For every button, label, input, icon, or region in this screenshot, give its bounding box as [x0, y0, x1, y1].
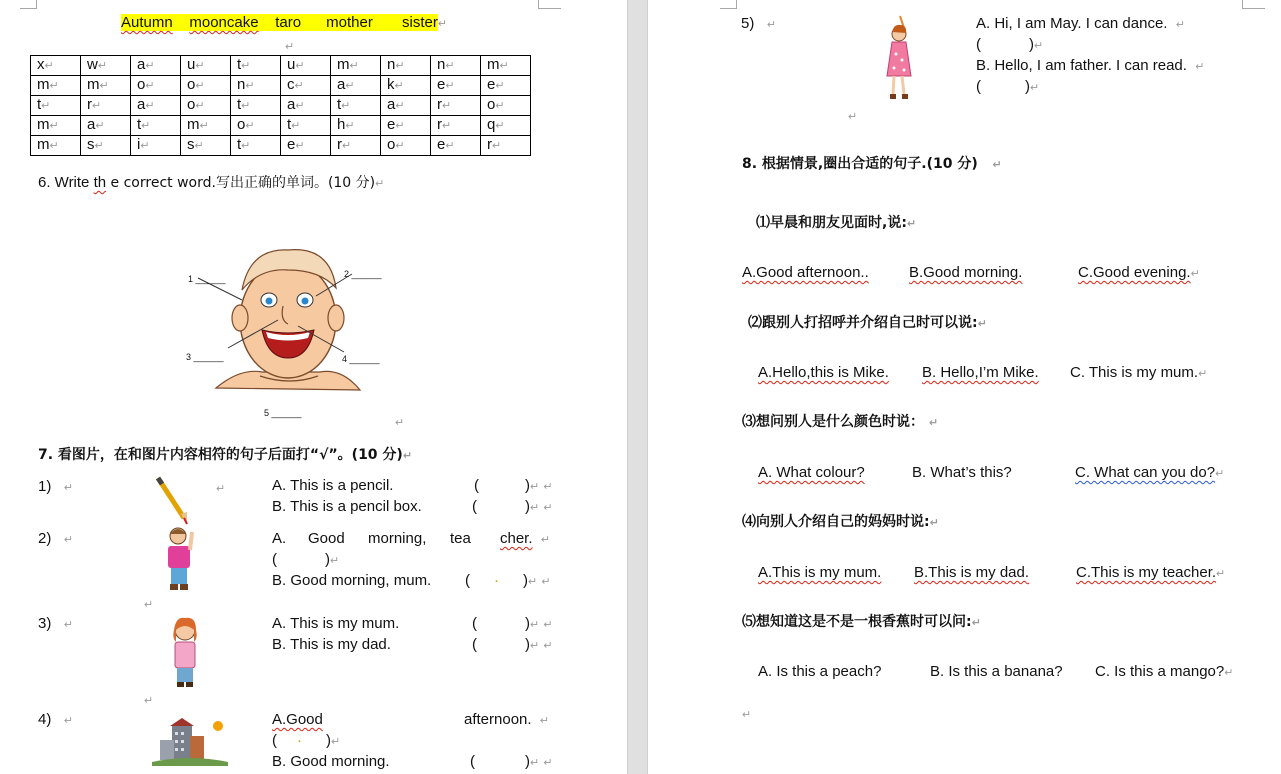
grid-cell: r↵ — [331, 136, 381, 156]
paragraph-mark: ↵ — [144, 599, 154, 611]
word-bank-word: taro — [275, 14, 302, 31]
grid-cell: e↵ — [281, 136, 331, 156]
grid-cell: a↵ — [131, 96, 181, 116]
q8-option[interactable]: A.Hello,this is Mike. — [758, 364, 889, 381]
q7-option-a: A. This is a pencil. — [272, 477, 394, 494]
grid-cell: n↵ — [381, 56, 431, 76]
q8-prompt: ⑷向别人介绍自己的妈妈时说:↵ — [742, 514, 939, 530]
grid-cell: t↵ — [231, 56, 281, 76]
grid-cell: w↵ — [81, 56, 131, 76]
q8-option[interactable]: A.Good afternoon.. — [742, 264, 869, 281]
grid-cell: o↵ — [131, 76, 181, 96]
page-corner-mark — [720, 0, 737, 9]
answer-bracket[interactable]: ( )↵ — [272, 551, 340, 568]
grid-cell: r↵ — [81, 96, 131, 116]
grid-cell: r↵ — [431, 116, 481, 136]
paragraph-mark: ↵ — [216, 483, 226, 495]
q8-title: 8. 根据情景,圈出合适的句子.(10 分) ↵ — [742, 156, 1002, 172]
grid-cell: o↵ — [381, 136, 431, 156]
grid-cell: h↵ — [331, 116, 381, 136]
page-gap — [627, 0, 648, 774]
grid-cell: e↵ — [431, 76, 481, 96]
q8-option[interactable]: B.Good morning. — [909, 264, 1023, 281]
answer-bracket[interactable]: ( )↵ ↵ — [472, 498, 553, 515]
q7-item-number: 3) ↵ — [38, 615, 74, 632]
grid-cell: u↵ — [281, 56, 331, 76]
q8-prompt: ⑶想问别人是什么颜色时说： ↵ — [742, 414, 939, 430]
grid-cell: t↵ — [331, 96, 381, 116]
q8-option[interactable]: C.Good evening.↵ — [1078, 264, 1200, 281]
q8-option[interactable]: B. What’s this? — [912, 464, 1012, 481]
q6-title: 6. Write th e correct word.写出正确的单词。(10 分)↵ — [38, 174, 385, 191]
grid-cell: s↵ — [81, 136, 131, 156]
word-search-grid — [30, 55, 531, 156]
q5-option-b: B. Hello, I am father. I can read. ↵ — [976, 57, 1205, 74]
q7-option-a: A.Good — [272, 711, 323, 728]
q7-item-number: 1) ↵ — [38, 478, 74, 495]
paragraph-mark: ↵ — [395, 417, 405, 429]
grid-cell: m↵ — [81, 76, 131, 96]
word-bank-word: Autumn — [121, 14, 173, 31]
answer-bracket[interactable]: ( )↵ ↵ — [474, 477, 553, 494]
grid-cell: m↵ — [31, 136, 81, 156]
q8-option[interactable]: A.This is my mum. — [758, 564, 882, 581]
paragraph-mark: ↵ — [285, 41, 295, 53]
q8-prompt: ⑴早晨和朋友见面时,说:↵ — [756, 215, 917, 231]
grid-cell: n↵ — [431, 56, 481, 76]
mum-image — [168, 616, 202, 688]
grid-cell: o↵ — [481, 96, 531, 116]
face-label: 5 ______ — [264, 408, 302, 418]
q8-option[interactable]: C. This is my mum.↵ — [1070, 364, 1208, 381]
grid-row — [31, 136, 531, 156]
grid-cell: e↵ — [381, 116, 431, 136]
grid-cell: m↵ — [481, 56, 531, 76]
q8-option[interactable]: B.This is my dad. — [914, 564, 1030, 581]
face-label: 2 ______ — [344, 269, 382, 279]
word-bank-line: Autumn mooncake taro mother sister↵ — [121, 14, 448, 31]
q7-option-b: B. This is my dad. — [272, 636, 391, 653]
answer-bracket[interactable]: ( )↵ ↵ — [472, 636, 553, 653]
grid-cell: t↵ — [31, 96, 81, 116]
grid-cell: m↵ — [331, 56, 381, 76]
q8-option[interactable]: C. What can you do?↵ — [1075, 464, 1225, 481]
grid-cell: e↵ — [481, 76, 531, 96]
face-label: 3 ______ — [186, 352, 224, 362]
answer-bracket[interactable]: ( )↵ ↵ — [472, 615, 553, 632]
q5-option-a: A. Hi, I am May. I can dance. ↵ — [976, 15, 1186, 32]
grid-cell: i↵ — [131, 136, 181, 156]
grid-cell: k↵ — [381, 76, 431, 96]
face-label: 1 ______ — [188, 274, 226, 284]
answer-bracket[interactable]: ( )↵ — [976, 36, 1044, 53]
grid-cell: a↵ — [281, 96, 331, 116]
grid-cell: n↵ — [231, 76, 281, 96]
grid-cell: o↵ — [181, 96, 231, 116]
paragraph-mark: ↵ — [742, 709, 752, 721]
building-sun-image — [150, 716, 230, 766]
answer-bracket[interactable]: ( · )↵ ↵ — [465, 572, 551, 589]
grid-cell: c↵ — [281, 76, 331, 96]
q8-option[interactable]: B. Hello,I’m Mike. — [922, 364, 1039, 381]
grid-cell: t↵ — [281, 116, 331, 136]
q7-option-b: B. This is a pencil box. — [272, 498, 422, 515]
word-bank-word: mother — [326, 14, 373, 31]
grid-cell: o↵ — [231, 116, 281, 136]
grid-cell: m↵ — [31, 76, 81, 96]
grid-row — [31, 76, 531, 96]
q8-prompt: ⑵跟别人打招呼并介绍自己时可以说:↵ — [748, 315, 987, 331]
q7-option-a: A. — [272, 530, 287, 547]
grid-cell: t↵ — [131, 116, 181, 136]
grid-cell: a↵ — [381, 96, 431, 116]
grid-cell: a↵ — [331, 76, 381, 96]
paragraph-mark: ↵ — [848, 111, 858, 123]
teacher-woman-image — [162, 524, 198, 592]
answer-bracket[interactable]: ( )↵ ↵ — [470, 753, 553, 770]
paragraph-mark: ↵ — [144, 695, 154, 707]
grid-cell: a↵ — [81, 116, 131, 136]
q7-title: 7. 看图片，在和图片内容相符的句子后面打“√”。(10 分)↵ — [38, 447, 413, 463]
answer-bracket[interactable]: ( )↵ — [976, 78, 1040, 95]
grid-row — [31, 56, 531, 76]
q7-option-b: B. Good morning, mum. — [272, 572, 432, 589]
q8-option[interactable]: A. Is this a peach? — [758, 663, 882, 680]
q8-option[interactable]: C.This is my teacher.↵ — [1076, 564, 1226, 581]
word-bank-highlight — [121, 14, 438, 31]
page-corner-mark — [1242, 0, 1265, 9]
q8-option[interactable]: C. Is this a mango?↵ — [1095, 663, 1234, 680]
grid-row — [31, 116, 531, 136]
grid-cell: a↵ — [131, 56, 181, 76]
grid-row — [31, 96, 531, 116]
grid-cell: r↵ — [431, 96, 481, 116]
document-page-left: Autumn mooncake taro mother sister↵ ↵ x↵ w↵ a↵ u↵ t↵ u↵ m↵ n↵ n↵ m↵ m↵ m↵ o↵ o↵ n↵ c↵ a↵ k↵ e↵ e↵ t↵ r↵ a↵ o↵ t↵ a↵ t↵ a↵ r↵ o↵ m↵ a↵ t↵ m↵ o↵ t↵ h↵ e↵ r↵ q↵ m↵ s↵ i↵ s↵ t↵ e↵ r↵ o↵ e↵ r↵ 6. Write th e correct word.写出正确的单词。(10 分)↵ 1 ______ 2 ______ 3 ______ 4 ______ 5 ______ ↵ 7. 看图片，在和图片内容相符的句子后面打“√”。(10 分)↵ 1) ↵ ↵ A. This is a pencil. ( )↵ ↵ B. This is a pencil box. ( )↵ ↵ 2) ↵ A. Good morning, tea cher. ↵ ( )↵ B. Good morning, mum. ( · )↵ ↵ ↵ 3) ↵ A. This is my mum. ( )↵ ↵ B. This is my dad. ( )↵ ↵ ↵ 4) ↵ A.Good afternoon. ↵ ( · )↵ B. Good morning. ( )↵ ↵ — [0, 0, 627, 774]
grid-cell: r↵ — [481, 136, 531, 156]
word-bank-word: sister — [402, 14, 438, 31]
grid-cell: q↵ — [481, 116, 531, 136]
grid-cell: u↵ — [181, 56, 231, 76]
q7-item-number: 2) ↵ — [38, 530, 74, 547]
may-girl-image — [884, 14, 914, 104]
grid-cell: t↵ — [231, 96, 281, 116]
q8-prompt: ⑸想知道这是不是一根香蕉时可以问:↵ — [742, 614, 981, 630]
q8-option[interactable]: A. What colour? — [758, 464, 865, 481]
grid-cell: o↵ — [181, 76, 231, 96]
grid-cell: e↵ — [431, 136, 481, 156]
grid-cell: x↵ — [31, 56, 81, 76]
grid-cell: m↵ — [181, 116, 231, 136]
grid-cell: s↵ — [181, 136, 231, 156]
document-page-right — [648, 0, 1281, 774]
q8-option[interactable]: B. Is this a banana? — [930, 663, 1063, 680]
q7-option-b: B. Good morning. — [272, 753, 390, 770]
page-corner-mark — [538, 0, 561, 9]
page-corner-mark — [20, 0, 37, 9]
answer-bracket[interactable]: ( · )↵ — [272, 732, 341, 749]
q5-number: 5) ↵ — [741, 15, 777, 32]
grid-cell: t↵ — [231, 136, 281, 156]
q7-option-a: A. This is my mum. — [272, 615, 400, 632]
word-bank-word: mooncake — [189, 14, 259, 31]
face-label: 4 ______ — [342, 354, 380, 364]
grid-cell: m↵ — [31, 116, 81, 136]
q7-item-number: 4) ↵ — [38, 711, 74, 728]
pencil-image — [154, 474, 190, 526]
